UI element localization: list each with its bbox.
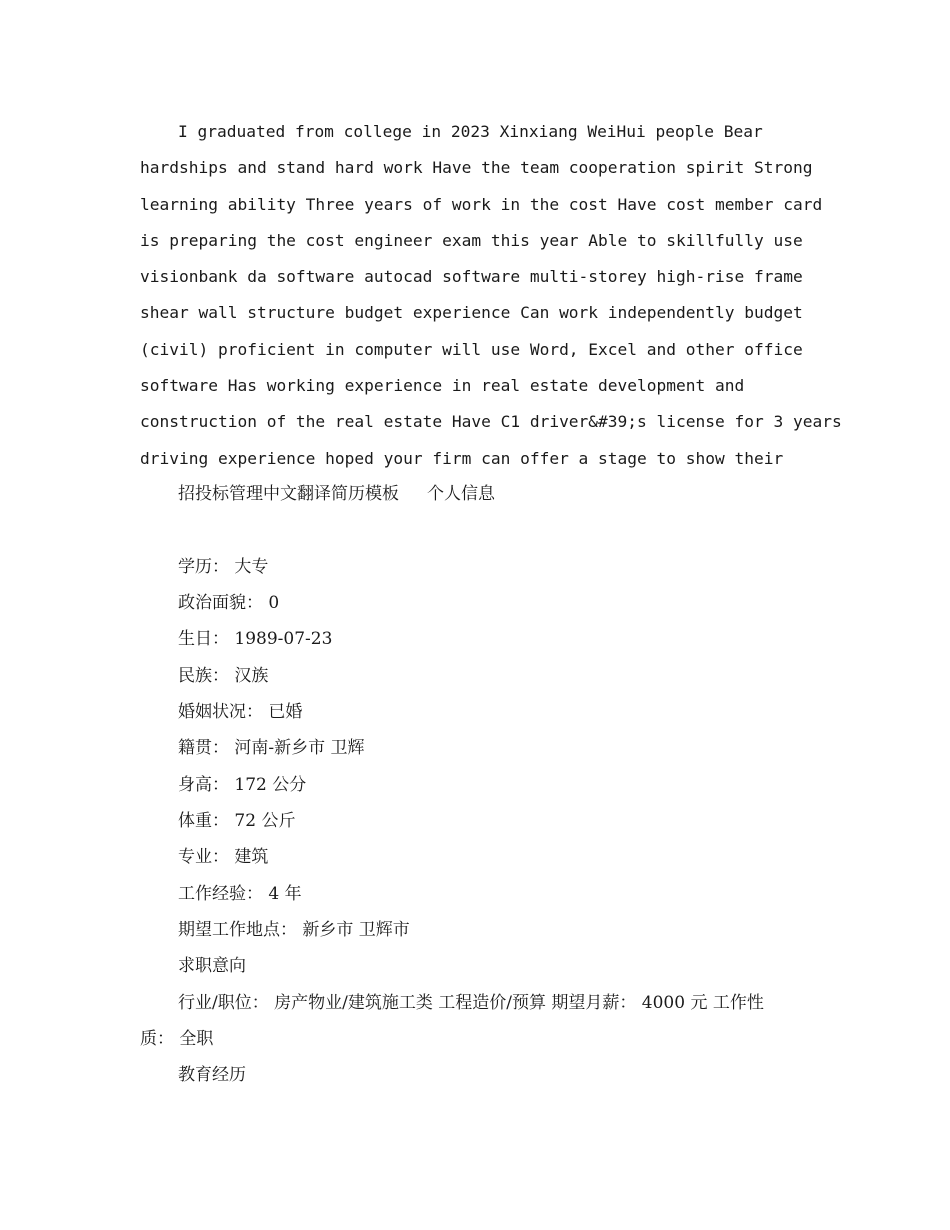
info-native-place: 籍贯： 河南-新乡市 卫辉 <box>178 738 365 758</box>
info-weight: 体重： 72 公斤 <box>178 811 296 831</box>
info-height: 身高： 172 公分 <box>178 775 307 795</box>
intro-line: construction of the real estate Have C1 driver&#39;s license for 3 years <box>140 412 842 432</box>
intro-line: I graduated from college in 2023 Xinxiang WeiHui people Bear <box>178 122 763 141</box>
info-expected-location: 期望工作地点： 新乡市 卫辉市 <box>178 920 410 940</box>
intro-line: hardships and stand hard work Have the team cooperation spirit Strong <box>140 158 813 178</box>
resume-title: 招投标管理中文翻译简历模板 <box>178 484 399 504</box>
intro-line: learning ability Three years of work in the cost Have cost member card <box>140 194 823 214</box>
intro-line: visionbank da software autocad software multi-storey high-rise frame <box>140 267 803 287</box>
info-political-status: 政治面貌： 0 <box>178 593 280 613</box>
info-ethnicity: 民族： 汉族 <box>178 666 269 686</box>
info-marital-status: 婚姻状况： 已婚 <box>178 702 303 722</box>
self-introduction <box>140 114 842 477</box>
info-work-experience: 工作经验： 4 年 <box>178 884 302 904</box>
section-job-intent: 求职意向 <box>178 956 246 976</box>
intro-line: shear wall structure budget experience Can work independently budget <box>140 303 803 323</box>
section-personal-info: 个人信息 <box>427 484 495 504</box>
job-intent-line-continued: 质： 全职 <box>140 1029 214 1049</box>
info-education: 学历： 大专 <box>178 557 269 577</box>
job-intent-line: 行业/职位： 房产物业/建筑施工类 工程造价/预算 期望月薪： 4000 元 工作性 <box>178 993 764 1013</box>
intro-line: is preparing the cost engineer exam this year Able to skillfully use <box>140 230 803 250</box>
section-education-history: 教育经历 <box>178 1065 246 1085</box>
resume-header-line <box>140 476 868 512</box>
info-birthday: 生日： 1989-07-23 <box>178 629 333 649</box>
intro-line: driving experience hoped your firm can offer a stage to show their <box>140 448 784 468</box>
info-major: 专业： 建筑 <box>178 847 269 867</box>
intro-line: software Has working experience in real estate development and <box>140 376 745 396</box>
intro-line: (civil) proficient in computer will use Word, Excel and other office <box>140 339 803 359</box>
